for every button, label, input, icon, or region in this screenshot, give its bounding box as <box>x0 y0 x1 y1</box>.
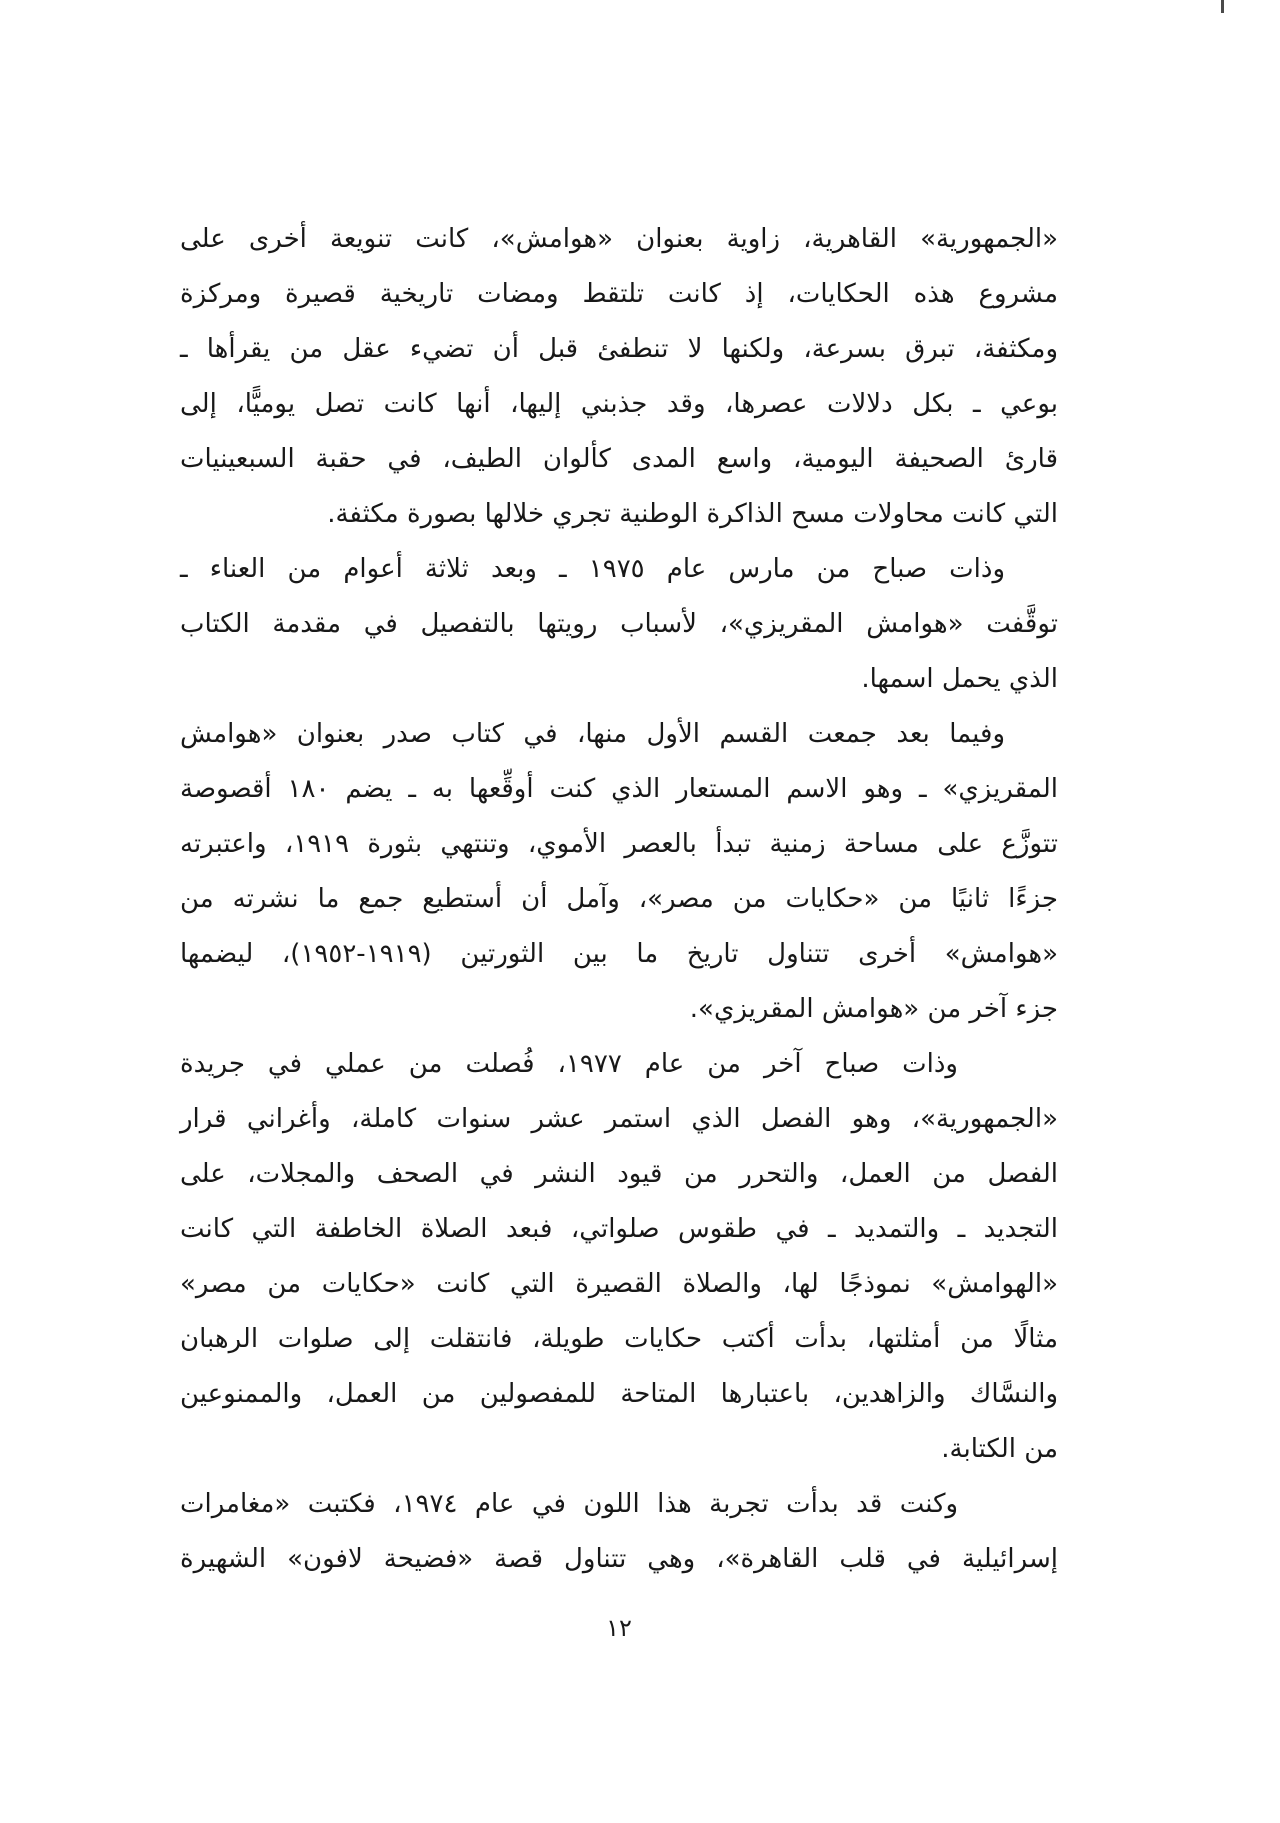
text-line: المقريزي» ـ وهو الاسم المستعار الذي كنت أوقِّعها به ـ يضم ١٨٠ أقصوصة <box>180 774 1058 804</box>
body-text-block <box>180 212 1058 1587</box>
text-line: ومكثفة، تبرق بسرعة، ولكنها لا تنطفئ قبل أن تضيء عقل من يقرأها ـ <box>180 334 1058 364</box>
text-line: «الجمهورية» القاهرية، زاوية بعنوان «هوامش»، كانت تنويعة أخرى على <box>180 224 1058 254</box>
text-line: الذي يحمل اسمها. <box>861 664 1058 694</box>
text-line: من الكتابة. <box>941 1434 1058 1464</box>
text-line: وكنت قد بدأت تجربة هذا اللون في عام ١٩٧٤، فكتبت «مغامرات <box>180 1489 959 1519</box>
text-line: «الجمهورية»، وهو الفصل الذي استمر عشر سنوات كاملة، وأغراني قرار <box>180 1104 1058 1134</box>
text-line: التجديد ـ والتمديد ـ في طقوس صلواتي، فبعد الصلاة الخاطفة التي كانت <box>180 1214 1058 1244</box>
text-line: وذات صباح من مارس عام ١٩٧٥ ـ وبعد ثلاثة أعوام من العناء ـ <box>180 554 1005 584</box>
text-line: بوعي ـ بكل دلالات عصرها، وقد جذبني إليها، أنها كانت تصل يوميًّا، إلى <box>180 389 1058 419</box>
text-line: قارئ الصحيفة اليومية، واسع المدى كألوان الطيف، في حقبة السبعينيات <box>180 444 1058 474</box>
text-line: جزءًا ثانيًا من «حكايات من مصر»، وآمل أن أستطيع جمع ما نشرته من <box>180 884 1058 914</box>
text-line: مشروع هذه الحكايات، إذ كانت تلتقط ومضات تاريخية قصيرة ومركزة <box>180 279 1058 309</box>
text-line: مثالًا من أمثلتها، بدأت أكتب حكايات طويلة، فانتقلت إلى صلوات الرهبان <box>180 1324 1058 1354</box>
text-line: التي كانت محاولات مسح الذاكرة الوطنية تجري خلالها بصورة مكثفة. <box>327 499 1058 529</box>
text-line: «الهوامش» نموذجًا لها، والصلاة القصيرة التي كانت «حكايات من مصر» <box>180 1269 1058 1299</box>
text-line: جزء آخر من «هوامش المقريزي». <box>689 994 1058 1024</box>
text-line: إسرائيلية في قلب القاهرة»، وهي تتناول قصة «فضيحة لافون» الشهيرة <box>180 1544 1058 1574</box>
text-line: وذات صباح آخر من عام ١٩٧٧، فُصلت من عملي في جريدة <box>180 1049 958 1079</box>
text-line: تتوزَّع على مساحة زمنية تبدأ بالعصر الأموي، وتنتهي بثورة ١٩١٩، واعتبرته <box>180 829 1058 859</box>
text-line: وفيما بعد جمعت القسم الأول منها، في كتاب صدر بعنوان «هوامش <box>180 719 1005 749</box>
text-line: «هوامش» أخرى تتناول تاريخ ما بين الثورتين (١٩١٩-١٩٥٢)، ليضمها <box>180 939 1058 969</box>
page-number: ١٢ <box>606 1614 632 1642</box>
text-line: توقَّفت «هوامش المقريزي»، لأسباب رويتها بالتفصيل في مقدمة الكتاب <box>180 609 1058 639</box>
scan-artifact-tick <box>1221 0 1224 13</box>
text-line: والنسَّاك والزاهدين، باعتبارها المتاحة للمفصولين من العمل، والممنوعين <box>180 1379 1058 1409</box>
text-line: الفصل من العمل، والتحرر من قيود النشر في الصحف والمجلات، على <box>180 1159 1058 1189</box>
